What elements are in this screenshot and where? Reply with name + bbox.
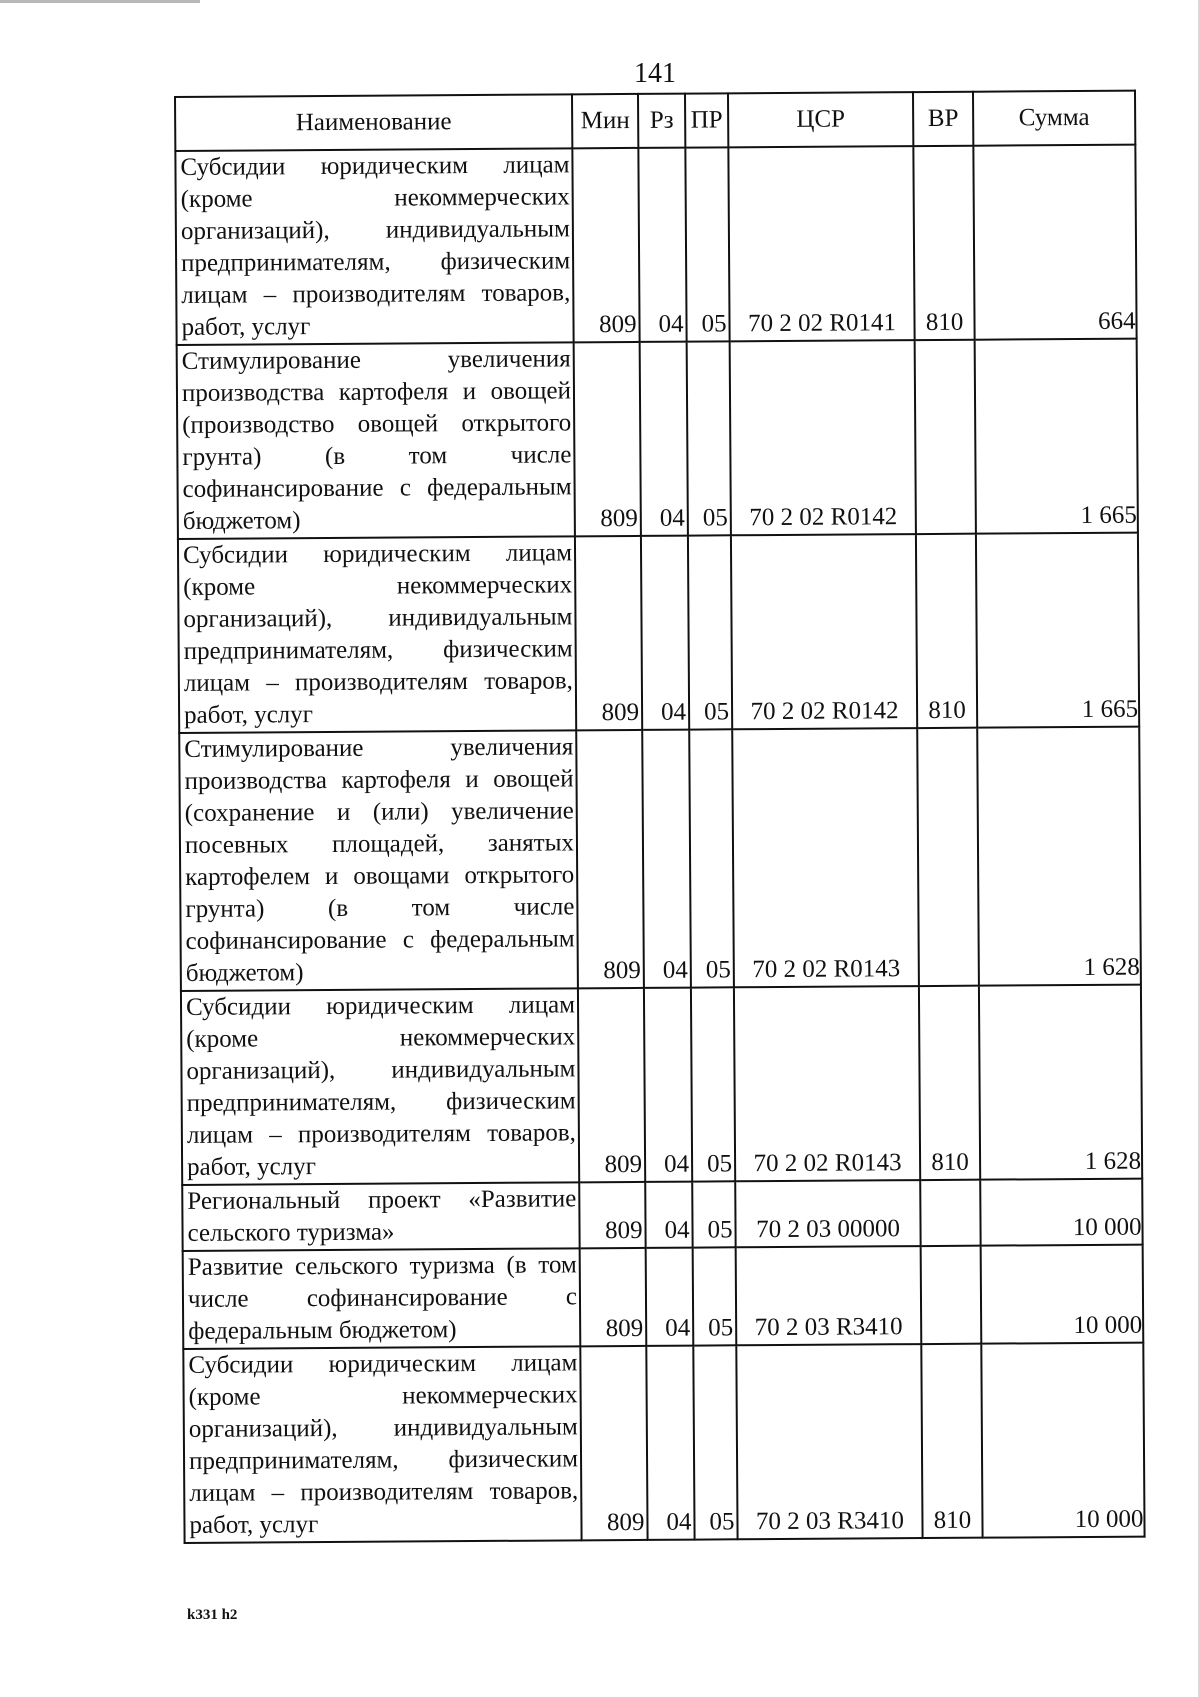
row-pr: 05	[687, 341, 731, 535]
row-min: 809	[578, 988, 645, 1182]
row-vr	[920, 1180, 980, 1246]
row-csr: 70 2 03 R3410	[736, 1344, 922, 1539]
scan-edge-top	[0, 0, 200, 3]
budget-table	[174, 90, 1146, 1544]
row-min: 809	[575, 536, 642, 730]
row-vr	[915, 340, 976, 534]
row-rz: 04	[646, 1346, 694, 1540]
row-vr	[921, 1246, 982, 1344]
page-number: 141	[634, 58, 676, 89]
row-pr: 05	[691, 987, 735, 1181]
row-min: 809	[572, 148, 639, 342]
row-rz: 04	[638, 148, 686, 342]
table-row	[175, 145, 1136, 345]
row-csr: 70 2 02 R0142	[730, 340, 916, 535]
row-sum: 1 628	[977, 727, 1141, 986]
row-vr: 810	[913, 146, 974, 340]
header-sum: Сумма	[973, 91, 1135, 146]
header-rz: Рз	[638, 94, 685, 148]
row-sum: 10 000	[981, 1245, 1144, 1344]
row-rz: 04	[640, 342, 688, 536]
row-name: Региональный проект «Развитие сельского туризма»	[182, 1182, 579, 1251]
row-name: Субсидии юридическим лицам (кроме некоммерческих организаций), индивидуальным предпринимателям, физическим лицам – производителям товаров, работ, услуг	[181, 988, 579, 1185]
header-pr: ПР	[685, 93, 728, 147]
row-sum: 10 000	[980, 1179, 1142, 1246]
table-row	[181, 985, 1142, 1185]
table-row	[183, 1245, 1144, 1349]
row-name: Стимулирование увеличения производства картофеля и овощей (производство овощей открытого грунта) (в том числе софинансирование с федеральным бюджетом)	[177, 342, 575, 539]
table-row	[183, 1343, 1144, 1543]
row-pr: 05	[688, 535, 732, 729]
row-name: Развитие сельского туризма (в том числе софинансирование с федеральным бюджетом)	[183, 1248, 581, 1349]
table-row	[177, 339, 1138, 539]
row-vr	[917, 728, 979, 986]
row-pr: 05	[693, 1247, 737, 1345]
row-csr: 70 2 02 R0143	[734, 986, 920, 1181]
table-row	[182, 1179, 1142, 1251]
row-csr: 70 2 02 R0142	[731, 534, 917, 729]
row-sum: 1 665	[975, 339, 1138, 534]
row-name: Субсидии юридическим лицам (кроме некоммерческих организаций), индивидуальным предпринимателям, физическим лицам – производителям товаров, работ, услуг	[175, 148, 573, 345]
row-sum: 10 000	[981, 1343, 1144, 1538]
header-name: Наименование	[175, 94, 572, 151]
header-vr: ВР	[913, 92, 973, 146]
row-min: 809	[580, 1346, 647, 1540]
row-csr: 70 2 03 00000	[735, 1180, 920, 1247]
row-rz: 04	[645, 1182, 692, 1248]
row-rz: 04	[641, 536, 689, 730]
row-pr: 05	[692, 1181, 735, 1247]
row-name: Субсидии юридическим лицам (кроме некоммерческих организаций), индивидуальным предпринимателям, физическим лицам – производителям товаров, работ, услуг	[183, 1346, 581, 1543]
row-vr: 810	[921, 1344, 982, 1538]
table-row	[178, 533, 1139, 733]
row-pr: 05	[693, 1345, 737, 1539]
row-csr: 70 2 03 R3410	[736, 1246, 922, 1345]
row-name: Субсидии юридическим лицам (кроме некоммерческих организаций), индивидуальным предпринимателям, физическим лицам – производителям товаров, работ, услуг	[178, 536, 576, 733]
row-sum: 1 665	[976, 533, 1139, 728]
row-rz: 04	[646, 1248, 694, 1346]
row-min: 809	[580, 1248, 647, 1346]
row-pr: 05	[689, 729, 734, 987]
footer-code: k331 h2	[187, 1607, 238, 1623]
row-vr: 810	[916, 534, 977, 728]
header-min: Мин	[572, 94, 638, 148]
row-rz: 04	[644, 988, 692, 1182]
row-name: Стимулирование увеличения производства картофеля и овощей (сохранение и (или) увеличение посевных площадей, занятых картофелем и овощами открытого грунта) (в том числе софинансирование с федеральным бюджетом)	[179, 730, 578, 991]
table-header-row	[175, 91, 1135, 151]
header-csr: ЦСР	[728, 92, 913, 147]
row-pr: 05	[685, 147, 729, 341]
row-sum: 664	[973, 145, 1136, 340]
row-rz: 04	[642, 730, 691, 988]
row-min: 809	[579, 1182, 645, 1248]
row-csr: 70 2 02 R0143	[732, 728, 919, 987]
row-vr: 810	[919, 986, 980, 1180]
row-min: 809	[576, 730, 644, 988]
row-csr: 70 2 02 R0141	[728, 146, 914, 341]
table-row	[179, 727, 1141, 991]
row-sum: 1 628	[979, 985, 1142, 1180]
row-min: 809	[574, 342, 641, 536]
